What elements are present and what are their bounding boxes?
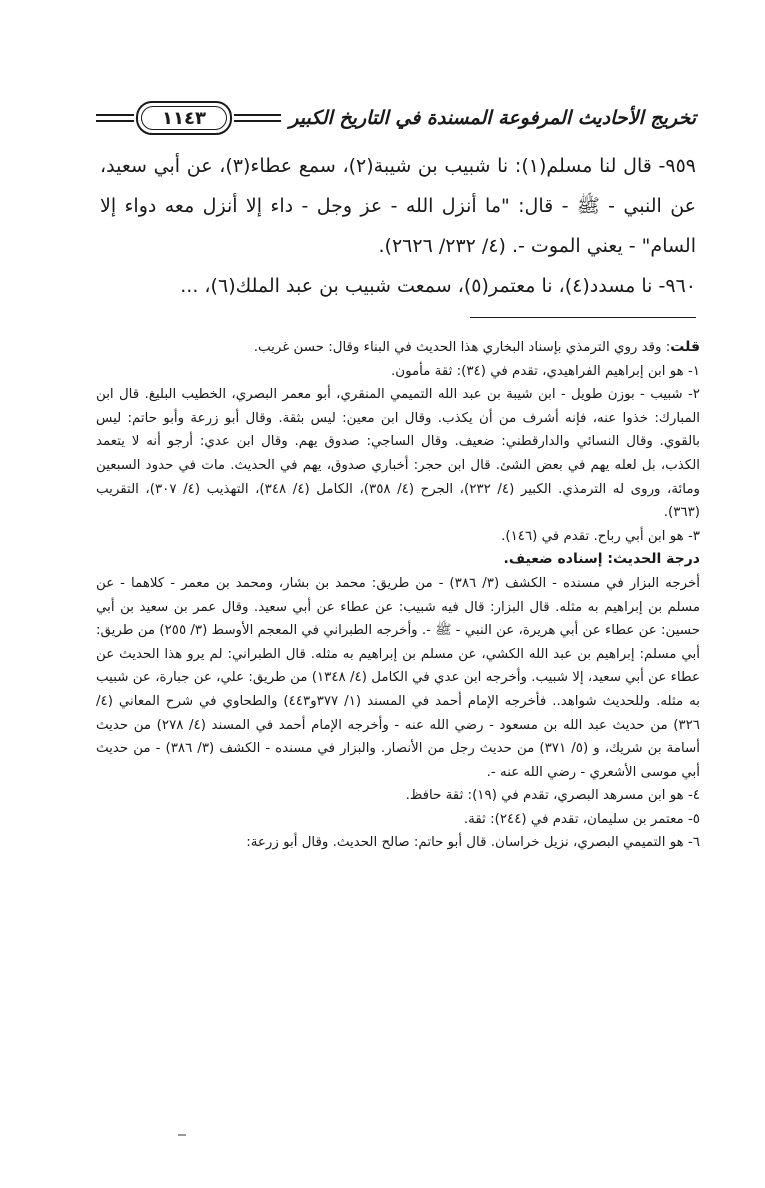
- running-title: تخريج الأحاديث المرفوعة المسندة في التاريخ الكبير: [289, 107, 696, 129]
- main-text: [100, 146, 696, 306]
- takhrij-text: أخرجه البزار في مسنده - الكشف (٣/ ٣٨٦) - من طريق: محمد بن بشار، ومحمد بن معمر - كلاهما - عن مسلم بن إبراهيم به مثله. قال البزار: قال فيه شبيب: عن عطاء عن أبي سعيد. وقال عمر بن سعيد بن أبي حسين: عن عطاء عن أبي هريرة، عن النبي - ﷺ -. وأخرجه الطبراني في المعجم الأوسط (٣/ ٢٥٥) من طريق: أبي مسلم: إبراهيم بن عبد الله الكشي، عن مسلم بن إبراهيم به مثله. قال الطبراني: لم يرو هذا الحديث عن عطاء عن أبي سعيد، إلا شبيب. وأخرجه ابن عدي في الكامل (٤/ ١٣٤٨) من طريق: علي، عن جبارة، عن شبيب به مثله. وللحديث شواهد.. فأخرجه الإمام أحمد في المسند (١/ ٣٧٧و٤٤٣) والطحاوي في شرح المعاني (٤/ ٣٢٦) من حديث عبد الله بن مسعود - رضي الله عنه - وأخرجه الإمام أحمد في المسند (٤/ ٢٧٨) من حديث أسامة بن شريك، و (٥/ ٣٧١) من حديث رجل من الأنصار. والبزار في مسنده - الكشف (٣/ ٣٨٦) - من حديث أبي موسى الأشعري - رضي الله عنه -.: [96, 575, 701, 780]
- qultu-note: [96, 336, 700, 360]
- header-rule-end: [96, 114, 134, 122]
- footnotes: [96, 336, 700, 855]
- footnote-6: ٦- هو التميمي البصري، نزيل خراسان. قال أبو حاتم: صالح الحديث. وقال أبو زرعة:: [246, 835, 700, 851]
- footnote-divider: [470, 317, 696, 318]
- footnote-3: ٣- هو ابن أبي رباح. تقدم في (١٤٦).: [501, 528, 700, 544]
- footnote-5: ٥- معتمر بن سليمان، تقدم في (٢٤٤): ثقة.: [463, 811, 700, 827]
- qultu-text: : وقد روي الترمذي بإسناد البخاري هذا الحديث في البناء وقال: حسن غريب.: [253, 340, 671, 355]
- page-header: [96, 96, 696, 140]
- footnote-1: ١- هو ابن إبراهيم الفراهيدي، تقدم في (٣٤): ثقة مأمون.: [390, 363, 700, 379]
- print-mark: [178, 1134, 186, 1136]
- footnote-4: ٤- هو ابن مسرهد البصري، تقدم في (١٩): ثقة حافظ.: [405, 788, 700, 804]
- page-number-badge: [136, 101, 232, 135]
- header-rule: [234, 114, 281, 122]
- hadith-grade: درجة الحديث: إسناده ضعيف.: [503, 551, 700, 568]
- hadith-959: ٩٥٩- قال لنا مسلم(١): نا شبيب بن شيبة(٢)، سمع عطاء(٣)، عن أبي سعيد، عن النبي - ﷺ - قال: "ما أنزل الله - عز وجل - داء إلا أنزل معه دواء إلا السام" - يعني الموت -. (٤/ ٢٣٢/ ٢٦٢٦).: [100, 155, 696, 257]
- hadith-960: ٩٦٠- نا مسدد(٤)، نا معتمر(٥)، سمعت شبيب بن عبد الملك(٦)، ...: [180, 275, 696, 297]
- qultu-label: قلت: [670, 339, 700, 355]
- page-number: ١١٤٣: [162, 107, 206, 129]
- footnote-2: ٢- شبيب - بوزن طويل - ابن شيبة بن عبد الله التميمي المنقري، أبو معمر البصري، الخطيب البليغ. قال ابن المبارك: خذوا عنه، فإنه أشرف من أن يكذب. وقال ابن معين: ليس بثقة. وقال أبو زرعة وأبو حاتم: ليس بالقوي. وقال النسائي والدارقطني: ضعيف. وقال الساجي: صدوق يهم. وقال ابن عدي: أرجو أنه لا يتعمد الكذب، بل لعله يهم في بعض الشئ. قال ابن حجر: أخباري صدوق، يهم في الحديث. مات في حدود السبعين ومائة، وروى له الترمذي. الكبير (٤/ ٢٣٢)، الجرح (٤/ ٣٥٨)، الكامل (٤/ ٣٤٨)، التهذيب (٤/ ٣٠٧)، التقريب (٣٦٣).: [96, 387, 700, 521]
